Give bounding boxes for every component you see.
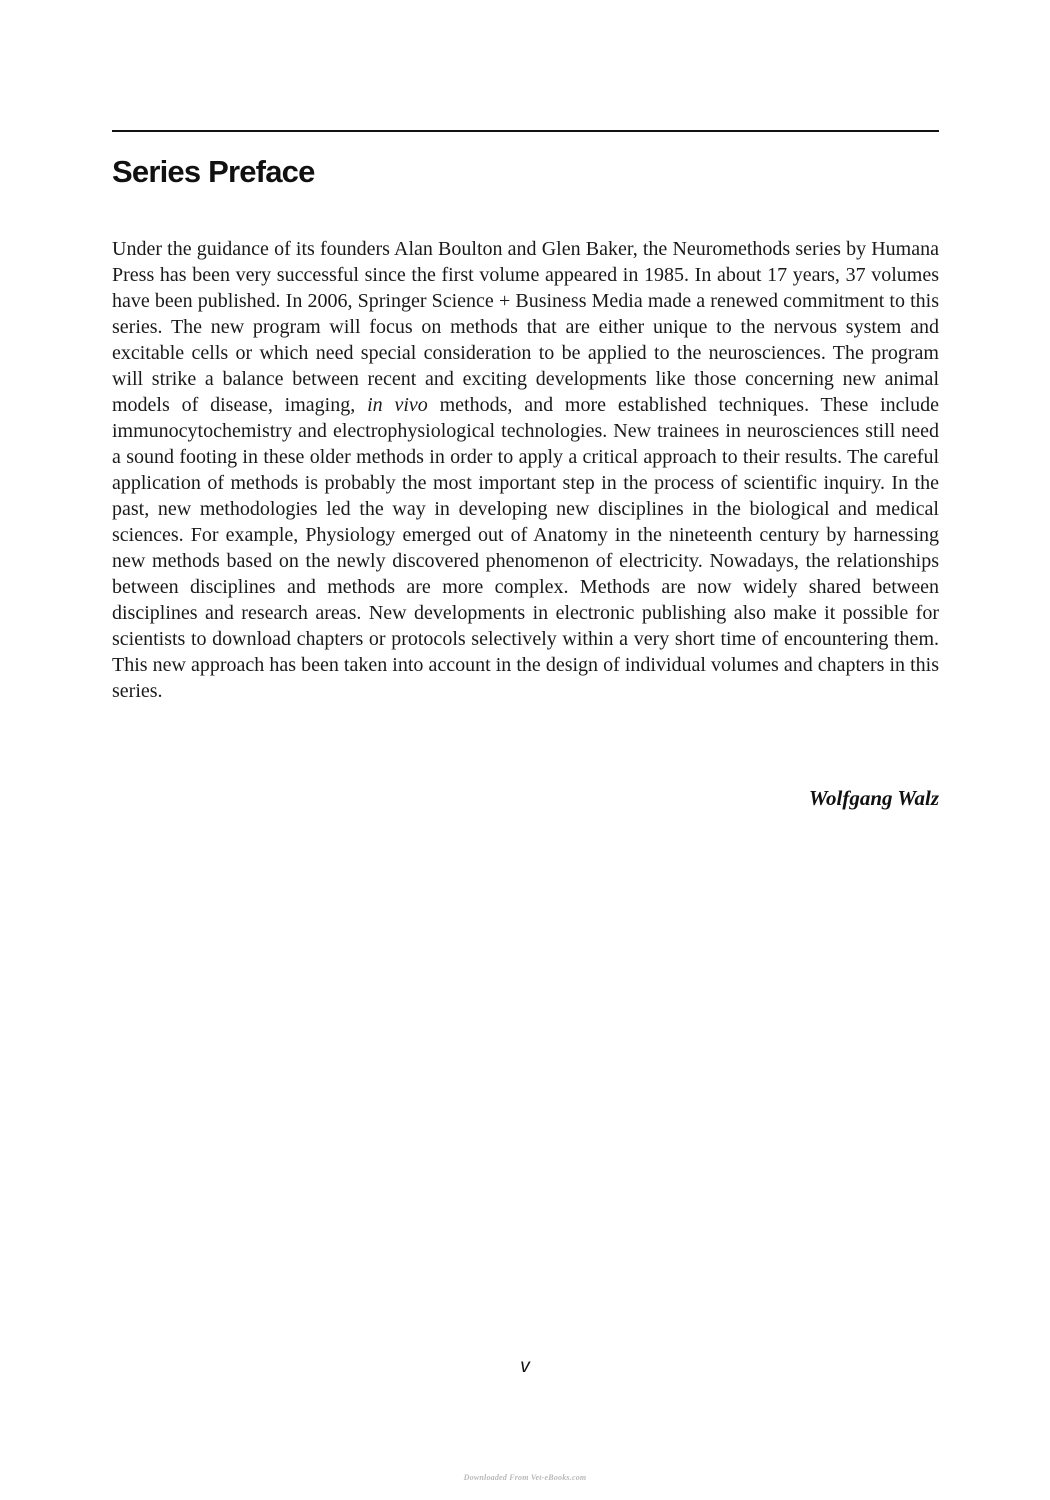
heading-rule — [112, 130, 939, 132]
page-number: v — [520, 1356, 530, 1377]
author-signature: Wolfgang Walz — [808, 786, 939, 810]
download-watermark: Downloaded From Vet-eBooks.com — [463, 1473, 587, 1482]
paragraph-text-start: Under the guidance of its founders Alan Boulton and Glen Baker, the Neuromethods series by Humana Press has been very successful since the first volume appeared in 1985. In about 17 years, 37 volumes have been published. In 2006, Springer Science + Business Media made a renewed commitment to this series. The new program will focus on methods that are either unique to the nervous system and excitable cells or which need special consideration to be applied to the neurosciences. The program will strike a balance between recent and exciting developments like those concerning new animal models of disease, imaging, — [112, 238, 939, 416]
paragraph-italic-term: in vivo — [367, 394, 428, 416]
page-title: Series Preface — [112, 154, 315, 189]
paragraph-text-end: methods, and more established techniques. These include immunocytochemistry and electrophysiological technologies. New trainees in neurosciences still need a sound footing in these older methods in order to apply a critical approach to their results. The careful application of methods is probably the most important step in the process of scientific inquiry. In the past, new methodologies led the way in developing new disciplines in the biological and medical sciences. For example, Physiology emerged out of Anatomy in the nineteenth century by harnessing new methods based on the newly discovered phenomenon of electricity. Nowadays, the relationships between disciplines and methods are more complex. Methods are now widely shared between disciplines and research areas. New developments in electronic publishing also make it possible for scientists to download chapters or protocols selectively within a very short time of encountering them. This new approach has been taken into account in the design of individual volumes and chapters in this series. — [112, 394, 939, 702]
preface-paragraph — [112, 236, 939, 704]
